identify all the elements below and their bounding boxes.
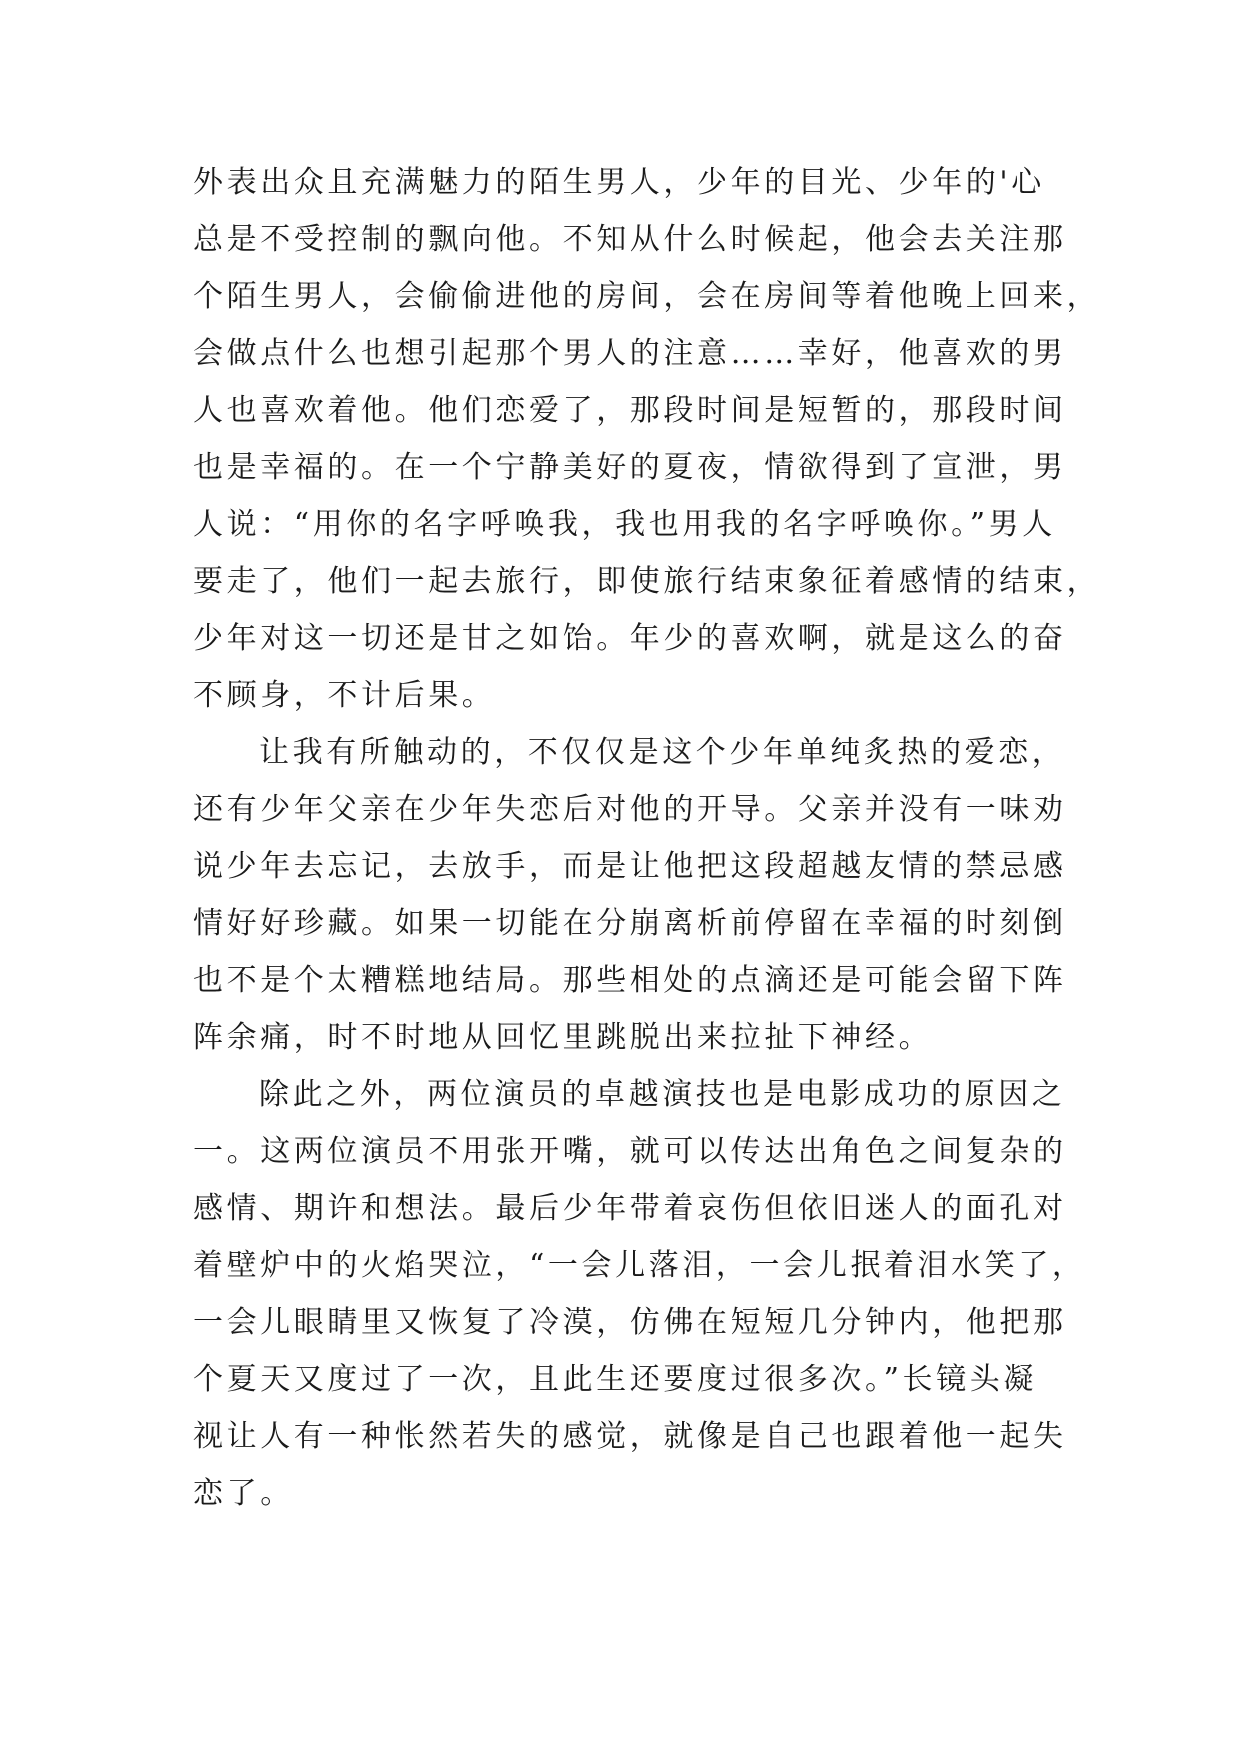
- paragraph-3: [193, 1066, 1086, 1522]
- text-line: 还有少年父亲在少年失恋后对他的开导。父亲并没有一味劝: [193, 792, 1067, 827]
- text-line: 让我有所触动的，不仅仅是这个少年单纯炙热的爱恋，: [259, 735, 1066, 770]
- text-line: 恋了。: [193, 1476, 294, 1511]
- paragraph-2: [193, 724, 1067, 1066]
- text-line: 也是幸福的。在一个宁静美好的夏夜，情欲得到了宣泄，男: [193, 450, 1067, 485]
- text-line: 少年对这一切还是甘之如饴。年少的喜欢啊，就是这么的奋: [193, 621, 1067, 656]
- text-line: 视让人有一种怅然若失的感觉，就像是自己也跟着他一起失: [193, 1419, 1067, 1454]
- text-line: 人也喜欢着他。他们恋爱了，那段时间是短暂的，那段时间: [193, 393, 1067, 428]
- text-line: 一会儿眼睛里又恢复了冷漠，仿佛在短短几分钟内，他把那: [193, 1305, 1067, 1340]
- text-line: 外表出众且充满魅力的陌生男人，少年的目光、少年的'心: [193, 165, 1045, 200]
- body-text: [193, 154, 1101, 1522]
- text-line: 总是不受控制的飘向他。不知从什么时候起，他会去关注那: [193, 222, 1067, 257]
- text-line: 会做点什么也想引起那个男人的注意……幸好，他喜欢的男: [193, 336, 1067, 371]
- text-line: 着壁炉中的火焰哭泣，“一会儿落泪，一会儿抿着泪水笑了，: [193, 1248, 1086, 1283]
- text-line: 不顾身，不计后果。: [193, 678, 496, 713]
- paragraph-1: [193, 154, 1101, 724]
- text-line: 也不是个太糟糕地结局。那些相处的点滴还是可能会留下阵: [193, 963, 1067, 998]
- text-line: 一。这两位演员不用张开嘴，就可以传达出角色之间复杂的: [193, 1134, 1067, 1169]
- text-line: 除此之外，两位演员的卓越演技也是电影成功的原因之: [259, 1077, 1066, 1112]
- text-line: 个陌生男人，会偷偷进他的房间，会在房间等着他晚上回来，: [193, 279, 1101, 314]
- text-line: 情好好珍藏。如果一切能在分崩离析前停留在幸福的时刻倒: [193, 906, 1067, 941]
- text-line: 阵余痛，时不时地从回忆里跳脱出来拉扯下神经。: [193, 1020, 933, 1055]
- text-line: 说少年去忘记，去放手，而是让他把这段超越友情的禁忌感: [193, 849, 1067, 884]
- text-line: 感情、期许和想法。最后少年带着哀伤但依旧迷人的面孔对: [193, 1191, 1067, 1226]
- text-line: 个夏天又度过了一次，且此生还要度过很多次。”长镜头凝: [193, 1362, 1037, 1397]
- text-line: 人说：“用你的名字呼唤我，我也用我的名字呼唤你。”男人: [193, 507, 1056, 542]
- text-line: 要走了，他们一起去旅行，即使旅行结束象征着感情的结束，: [193, 564, 1101, 599]
